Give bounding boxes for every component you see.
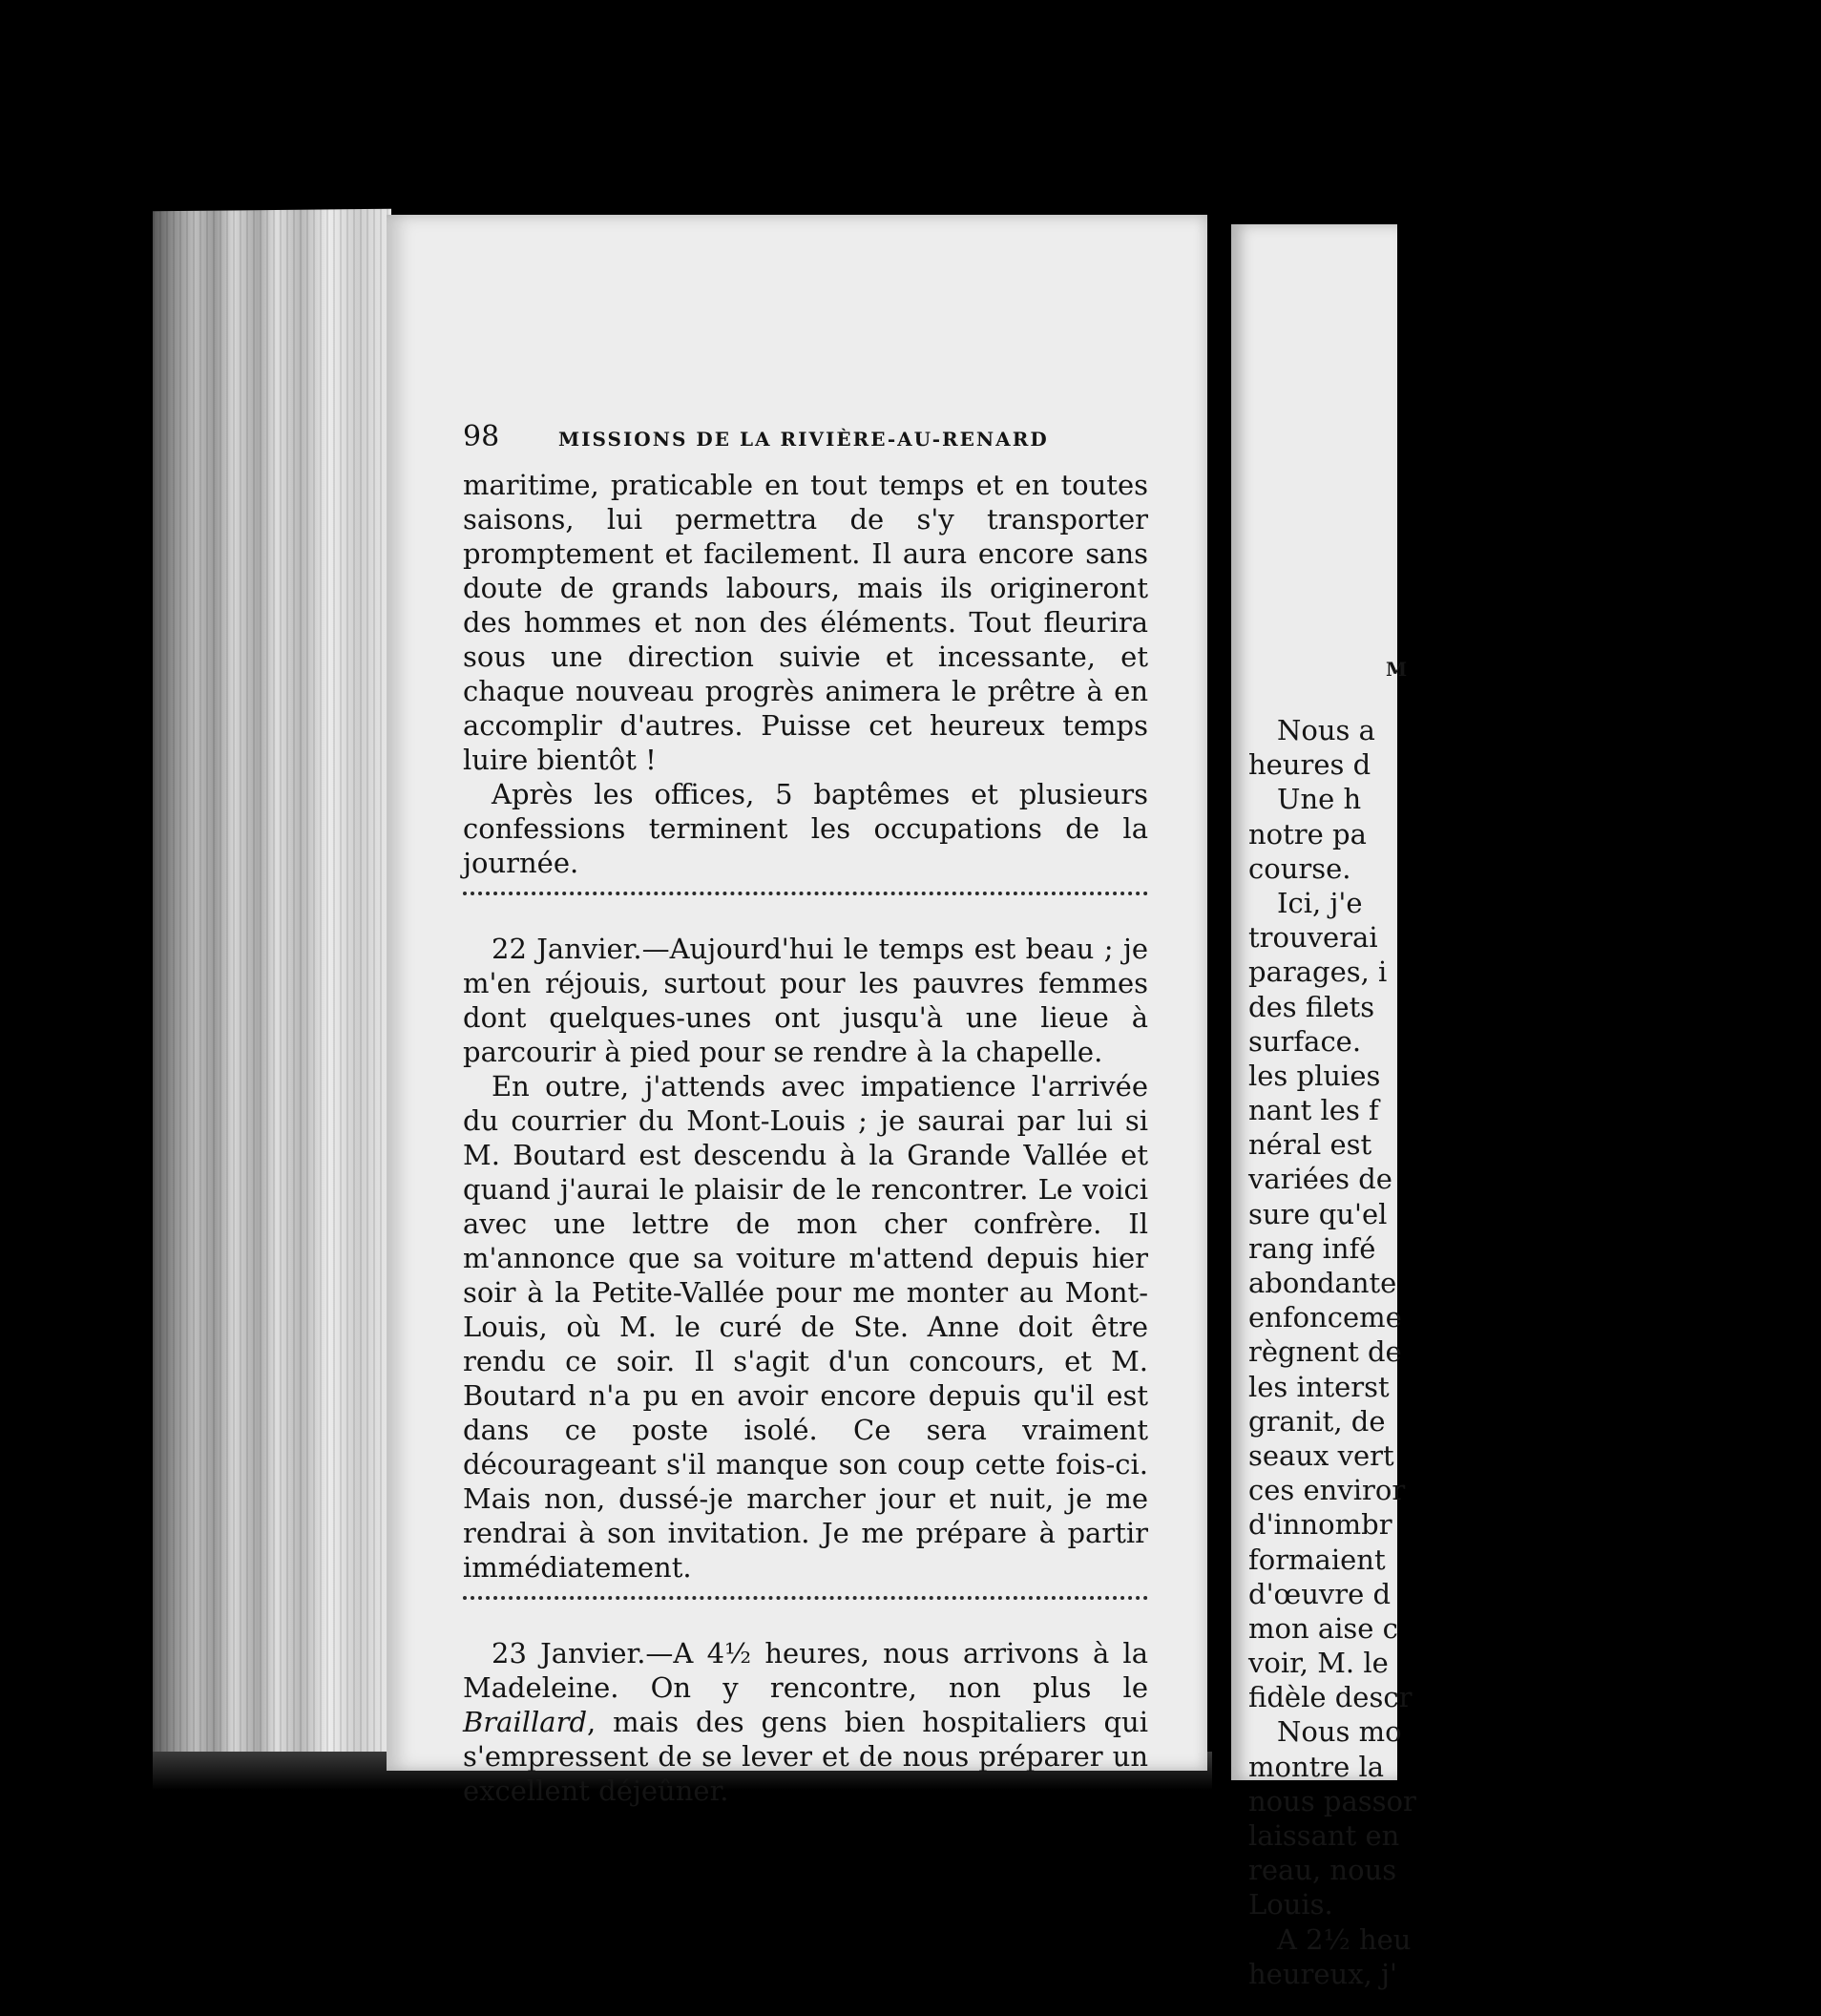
right-page-line: surface. bbox=[1248, 1024, 1362, 1058]
book-page-edges bbox=[153, 209, 391, 1768]
right-page-line: des filets bbox=[1248, 990, 1375, 1023]
page-number: 98 bbox=[463, 420, 500, 453]
right-page-line: rang infé bbox=[1248, 1231, 1376, 1265]
right-page-line: notre pa bbox=[1248, 817, 1367, 850]
right-page-line: parages, i bbox=[1248, 956, 1388, 989]
right-page-line: Louis. bbox=[1248, 1888, 1333, 1922]
right-running-title: M bbox=[1386, 658, 1408, 681]
text-block bbox=[463, 420, 1148, 1808]
right-page-line: seaux vert bbox=[1248, 1438, 1394, 1472]
right-page-line: Une h bbox=[1277, 783, 1362, 816]
right-page-line: montre la bbox=[1248, 1750, 1385, 1783]
right-page-line: variées de bbox=[1248, 1163, 1392, 1196]
right-page-line: ces enviror bbox=[1248, 1474, 1406, 1507]
entry-text-23a: —A 4½ heures, nous arrivons à la Madeleine. On y rencontre, non plus le bbox=[463, 1637, 1148, 1704]
right-page-line: mon aise c bbox=[1248, 1611, 1398, 1645]
right-page-line: sure qu'el bbox=[1248, 1197, 1388, 1230]
right-page-line: trouverai bbox=[1248, 921, 1378, 955]
entry-italic-braillard: Braillard bbox=[463, 1706, 588, 1738]
right-page-line: reau, nous bbox=[1248, 1854, 1397, 1887]
right-page-lines bbox=[1248, 713, 1821, 1991]
right-page-line: granit, de bbox=[1248, 1404, 1386, 1438]
right-page-line: laissant en bbox=[1248, 1819, 1400, 1852]
right-page-line: Ici, j'e bbox=[1277, 886, 1363, 919]
paragraph-2: Après les offices, 5 baptêmes et plusieurs confessions terminent les occupations de la journée. bbox=[463, 778, 1148, 879]
right-page-line: d'œuvre d bbox=[1248, 1577, 1392, 1610]
right-page-line: fidèle descr bbox=[1248, 1681, 1413, 1714]
paragraph-1: maritime, praticable en tout temps et en toutes saisons, lui permettra de s'y transporter promptement et facilement. Il aura encore sans doute de grands labours, mais ils origineront des hommes et non des éléments. Tout fleurira sous une direction suivie et incessante, et chaque nouveau progrès animera le prêtre à en accomplir d'autres. Puisse cet heureux temps luire bientôt ! bbox=[463, 469, 1148, 776]
entry-date-22: 22 Janvier. bbox=[492, 933, 642, 965]
right-page-line: Nous mo bbox=[1277, 1715, 1402, 1749]
right-page-line: A 2½ heu bbox=[1277, 1922, 1412, 1956]
right-page-line: Nous a bbox=[1277, 714, 1375, 746]
entry-date-23: 23 Janvier. bbox=[492, 1637, 646, 1670]
left-page bbox=[387, 215, 1207, 1807]
right-page-line: les interst bbox=[1248, 1370, 1390, 1403]
right-page-line: course. bbox=[1248, 851, 1351, 885]
running-head bbox=[463, 420, 1148, 456]
right-page-line: formaient bbox=[1248, 1543, 1386, 1576]
dotted-separator-1 bbox=[463, 892, 1148, 903]
right-page-line: heures d bbox=[1248, 748, 1371, 782]
right-page-line: abondante bbox=[1248, 1267, 1397, 1299]
right-page-line: les pluies bbox=[1248, 1059, 1381, 1092]
entry-23-janvier bbox=[463, 1636, 1148, 1808]
dotted-separator-2 bbox=[463, 1596, 1148, 1607]
entry-text-23b: , mais des gens bien hospitaliers qui s'empressent de se lever et de nous préparer un excellent déjeûner. bbox=[463, 1706, 1148, 1807]
right-page-line: néral est bbox=[1248, 1128, 1372, 1162]
right-page-line: nous passor bbox=[1248, 1784, 1416, 1817]
right-page-line: voir, M. le bbox=[1248, 1647, 1389, 1680]
right-page-line: heureux, j' bbox=[1248, 1957, 1397, 1990]
paragraph-3: En outre, j'attends avec impatience l'arrivée du courrier du Mont-Louis ; je saurai par lui si M. Boutard est descendu à la Grande Vallée et quand j'aurai le plaisir de le rencontrer. Le voici avec une lettre de mon cher confrère. Il m'annonce que sa voiture m'attend depuis hier soir à la Petite-Vallée pour me monter au Mont-Louis, où M. le curé de Ste. Anne doit être rendu ce soir. Il s'agit d'un concours, et M. Boutard n'a pu en avoir encore depuis qu'il est dans ce poste isolé. Ce sera vraiment décourageant s'il manque son coup cette fois-ci. Mais non, dussé-je marcher jour et nuit, je me rendrai à son invitation. Je me prépare à partir immédiatement. bbox=[463, 1070, 1148, 1584]
right-page-fragment bbox=[1231, 224, 1416, 1990]
right-page-line: nant les f bbox=[1248, 1094, 1379, 1127]
running-title: MISSIONS DE LA RIVIÈRE-AU-RENARD bbox=[558, 428, 1049, 451]
entry-text-22: —Aujourd'hui le temps est beau ; je m'en réjouis, surtout pour les pauvres femmes dont quelques-unes ont jusqu'à une lieue à parcourir à pied pour se rendre à la chapelle. bbox=[463, 933, 1148, 1068]
right-page-line: d'innombr bbox=[1248, 1508, 1392, 1542]
right-page-line: règnent de bbox=[1248, 1335, 1402, 1369]
entry-22-janvier bbox=[463, 932, 1148, 1069]
right-page-line: enfonceme bbox=[1248, 1301, 1402, 1334]
